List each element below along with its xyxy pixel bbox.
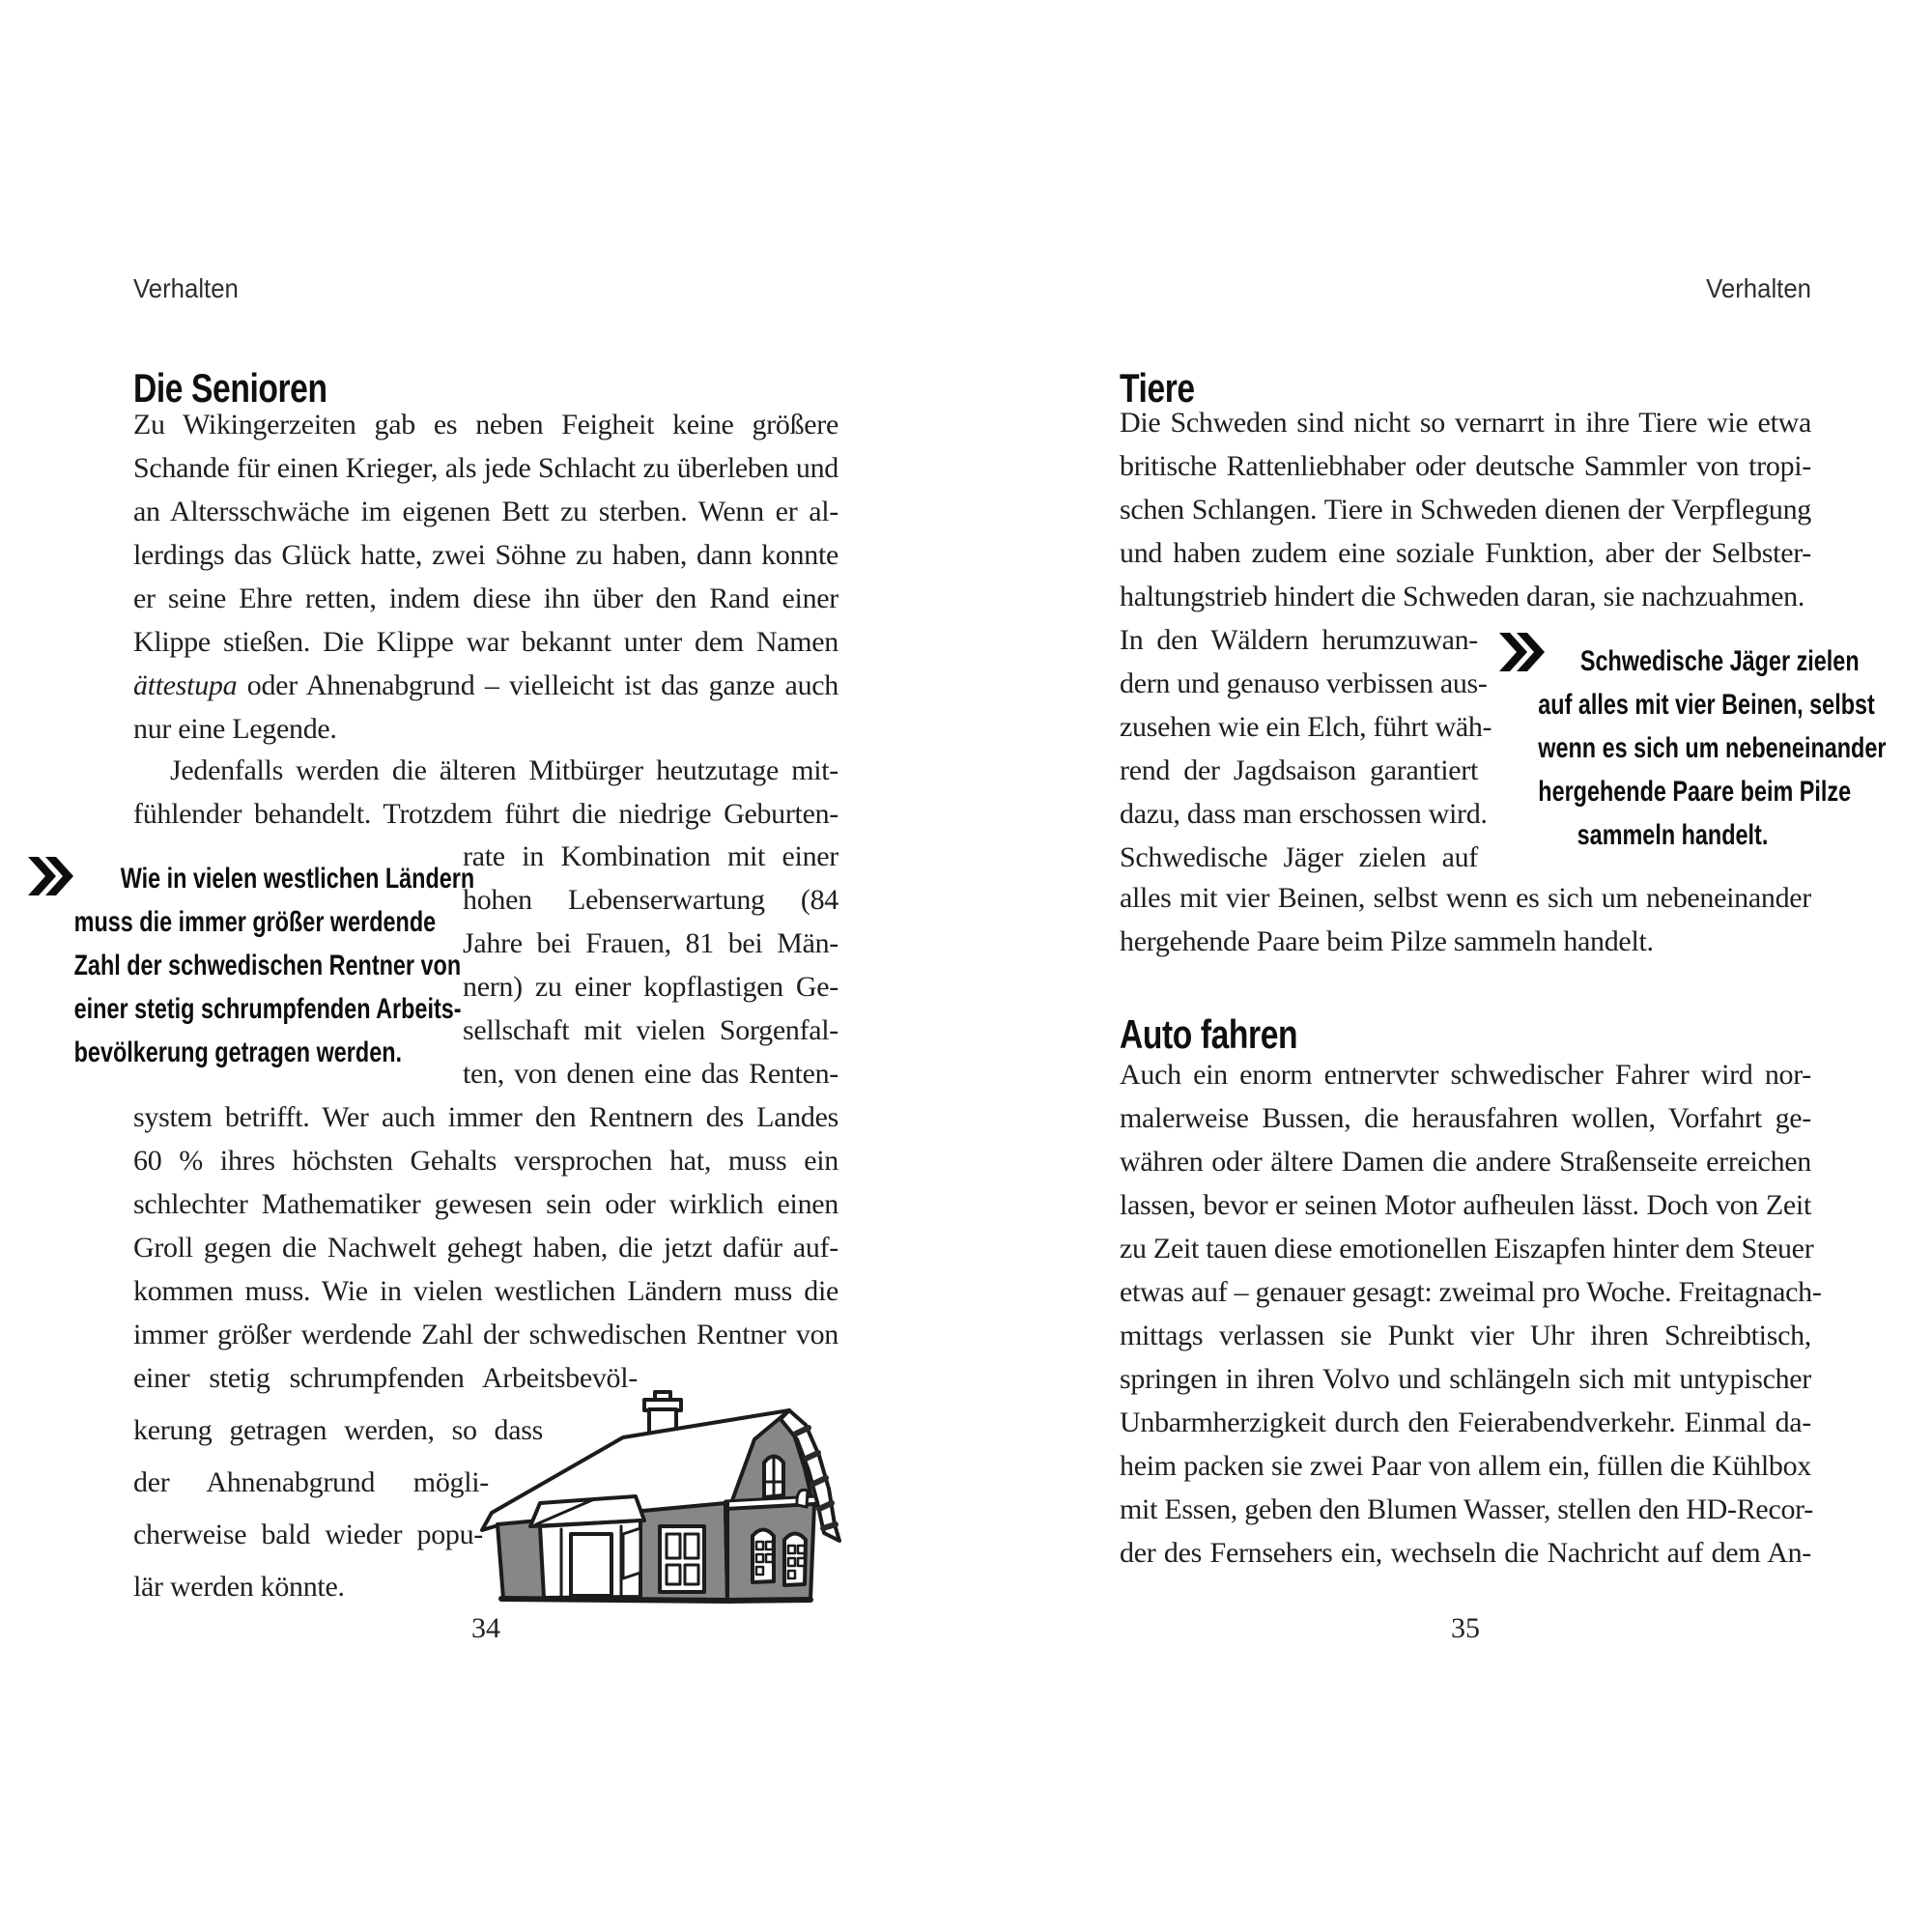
text-line: Die Schweden sind nicht so vernarrt in ihre Tiere wie etwa (1120, 407, 1811, 439)
front-window (660, 1526, 704, 1592)
text-line: hergehende Paare beim Pilze sammeln handelt. (1120, 925, 1654, 957)
text-line: In den Wäldern herumzuwan- (1120, 624, 1478, 656)
text-line: system betrifft. Wer auch immer den Rentnern des Landes (133, 1101, 838, 1133)
text-line (133, 664, 838, 707)
text-line: der des Fernsehers ein, wechseln die Nachricht auf dem An- (1120, 1537, 1811, 1569)
gable-window-left (753, 1530, 774, 1583)
text-line: mit Essen, geben den Blumen Wasser, stellen den HD-Recor- (1120, 1493, 1813, 1525)
text-run: oder Ahnenabgrund – vielleicht ist das ganze auch (237, 669, 838, 701)
porch (530, 1496, 644, 1598)
pullquote-line: Zahl der schwedischen Rentner von (73, 950, 462, 981)
text-line: etwas auf – genauer gesagt: zweimal pro Woche. Freitagnach- (1120, 1276, 1822, 1308)
text-line: Groll gegen die Nachwelt gehegt haben, die jetzt dafür auf- (133, 1232, 838, 1264)
text-line: und haben zudem eine soziale Funktion, aber der Selbster- (1120, 537, 1811, 569)
gable-window-right (784, 1534, 806, 1586)
text-line: malerweise Bussen, die herausfahren wollen, Vorfahrt ge- (1120, 1102, 1811, 1134)
pullquote-line: auf alles mit vier Beinen, selbst (1538, 689, 1875, 721)
text-line: zusehen wie ein Elch, führt wäh- (1120, 711, 1492, 743)
text-line: lerdings das Glück hatte, zwei Söhne zu haben, dann konnte (133, 539, 838, 571)
text-line: sellschaft mit vielen Sorgenfal- (463, 1014, 838, 1046)
text-line: währen oder ältere Damen die andere Straßenseite erreichen (1120, 1146, 1811, 1178)
pullquote-line: muss die immer größer werdende (73, 906, 437, 938)
pullquote-line: einer stetig schrumpfenden Arbeits- (73, 993, 462, 1025)
house-illustration (478, 1389, 845, 1613)
text-line: Schwedische Jäger zielen auf (1120, 841, 1478, 873)
text-line: mittags verlassen sie Punkt vier Uhr ihren Schreibtisch, (1120, 1320, 1811, 1351)
text-line: Zu Wikingerzeiten gab es neben Feigheit keine größere (133, 409, 838, 440)
text-line: heim packen sie zwei Paar von allem ein, füllen die Kühlbox (1120, 1450, 1811, 1482)
text-line: Klippe stießen. Die Klippe war bekannt unter dem Namen (133, 626, 838, 658)
text-line: britische Rattenliebhaber oder deutsche Sammler von tropi- (1120, 450, 1811, 482)
section-heading-tiere: Tiere (1120, 365, 1195, 411)
section-heading-die-senioren: Die Senioren (133, 365, 327, 411)
text-line: 60 % ihres höchsten Gehalts versprochen hat, muss ein (133, 1145, 838, 1177)
text-line: Jedenfalls werden die älteren Mitbürger heutzutage mit- (170, 754, 838, 786)
text-line: nur eine Legende. (133, 713, 337, 745)
gable-attic-window (764, 1457, 783, 1498)
text-line: kerung getragen werden, so dass (133, 1414, 543, 1446)
italic-term: ättestupa (133, 669, 238, 701)
pullquote-line: wenn es sich um nebeneinander (1538, 732, 1887, 764)
pullquote-line: bevölkerung getragen werden. (73, 1037, 403, 1068)
double-chevron-icon (1498, 632, 1547, 672)
text-line: immer größer werdende Zahl der schwedischen Rentner von (133, 1319, 838, 1350)
text-line: springen in ihren Volvo und schlängeln sich mit untypischer (1120, 1363, 1811, 1395)
porch-side-window (623, 1528, 640, 1578)
pullquote-line: hergehende Paare beim Pilze (1538, 776, 1852, 808)
text-line: hohen Lebenserwartung (84 (463, 884, 838, 916)
text-line: haltungstrieb hindert die Schweden daran, sie nachzuahmen. (1120, 581, 1805, 612)
gable-arc-detail (797, 1490, 808, 1507)
pullquote-line: Wie in vielen westlichen Ländern (120, 863, 475, 895)
text-line: dern und genauso verbissen aus- (1120, 668, 1488, 699)
text-line: nern) zu einer kopflastigen Ge- (463, 971, 838, 1003)
text-line: Unbarmherzigkeit durch den Feierabendverkehr. Einmal da- (1120, 1406, 1811, 1438)
text-line: rend der Jagdsaison garantiert (1120, 754, 1478, 786)
section-heading-auto-fahren: Auto fahren (1120, 1011, 1298, 1057)
text-line: Schande für einen Krieger, als jede Schlacht zu überleben und (133, 452, 838, 484)
running-header-left: Verhalten (133, 273, 239, 303)
text-line: an Altersschwäche im eigenen Bett zu sterben. Wenn er al- (133, 496, 838, 527)
double-chevron-icon (27, 856, 75, 896)
text-line: lär werden könnte. (133, 1571, 345, 1603)
page-number-left: 34 (471, 1612, 500, 1644)
pullquote-line: Schwedische Jäger zielen (1579, 645, 1860, 677)
text-line: er seine Ehre retten, indem diese ihn über den Rand einer (133, 582, 838, 614)
running-header-right: Verhalten (1706, 273, 1811, 303)
text-line: fühlender behandelt. Trotzdem führt die niedrige Geburten- (133, 798, 838, 830)
text-line: alles mit vier Beinen, selbst wenn es sich um nebeneinander (1120, 882, 1811, 914)
page-number-right: 35 (1451, 1612, 1480, 1644)
text-line: zu Zeit tauen diese emotionellen Eiszapfen hinter dem Steuer (1120, 1233, 1814, 1264)
text-line: cherweise bald wieder popu- (133, 1519, 483, 1550)
text-line: Jahre bei Frauen, 81 bei Män- (463, 927, 838, 959)
pullquote-line: sammeln handelt. (1577, 819, 1769, 851)
text-line: Auch ein enorm entnervter schwedischer Fahrer wird nor- (1120, 1059, 1811, 1091)
porch-door (571, 1534, 611, 1596)
text-line: ten, von denen eine das Renten- (463, 1058, 838, 1090)
text-line: kommen muss. Wie in vielen westlichen Ländern muss die (133, 1275, 838, 1307)
text-line: lassen, bevor er seinen Motor aufheulen lässt. Doch von Zeit (1120, 1189, 1811, 1221)
text-line: einer stetig schrumpfenden Arbeitsbevöl- (133, 1362, 638, 1394)
text-line: der Ahnenabgrund mögli- (133, 1466, 489, 1498)
text-line: rate in Kombination mit einer (463, 840, 838, 872)
text-line: schen Schlangen. Tiere in Schweden dienen der Verpflegung (1120, 494, 1811, 526)
text-line: dazu, dass man erschossen wird. (1120, 798, 1488, 830)
text-line: schlechter Mathematiker gewesen sein oder wirklich einen (133, 1188, 838, 1220)
